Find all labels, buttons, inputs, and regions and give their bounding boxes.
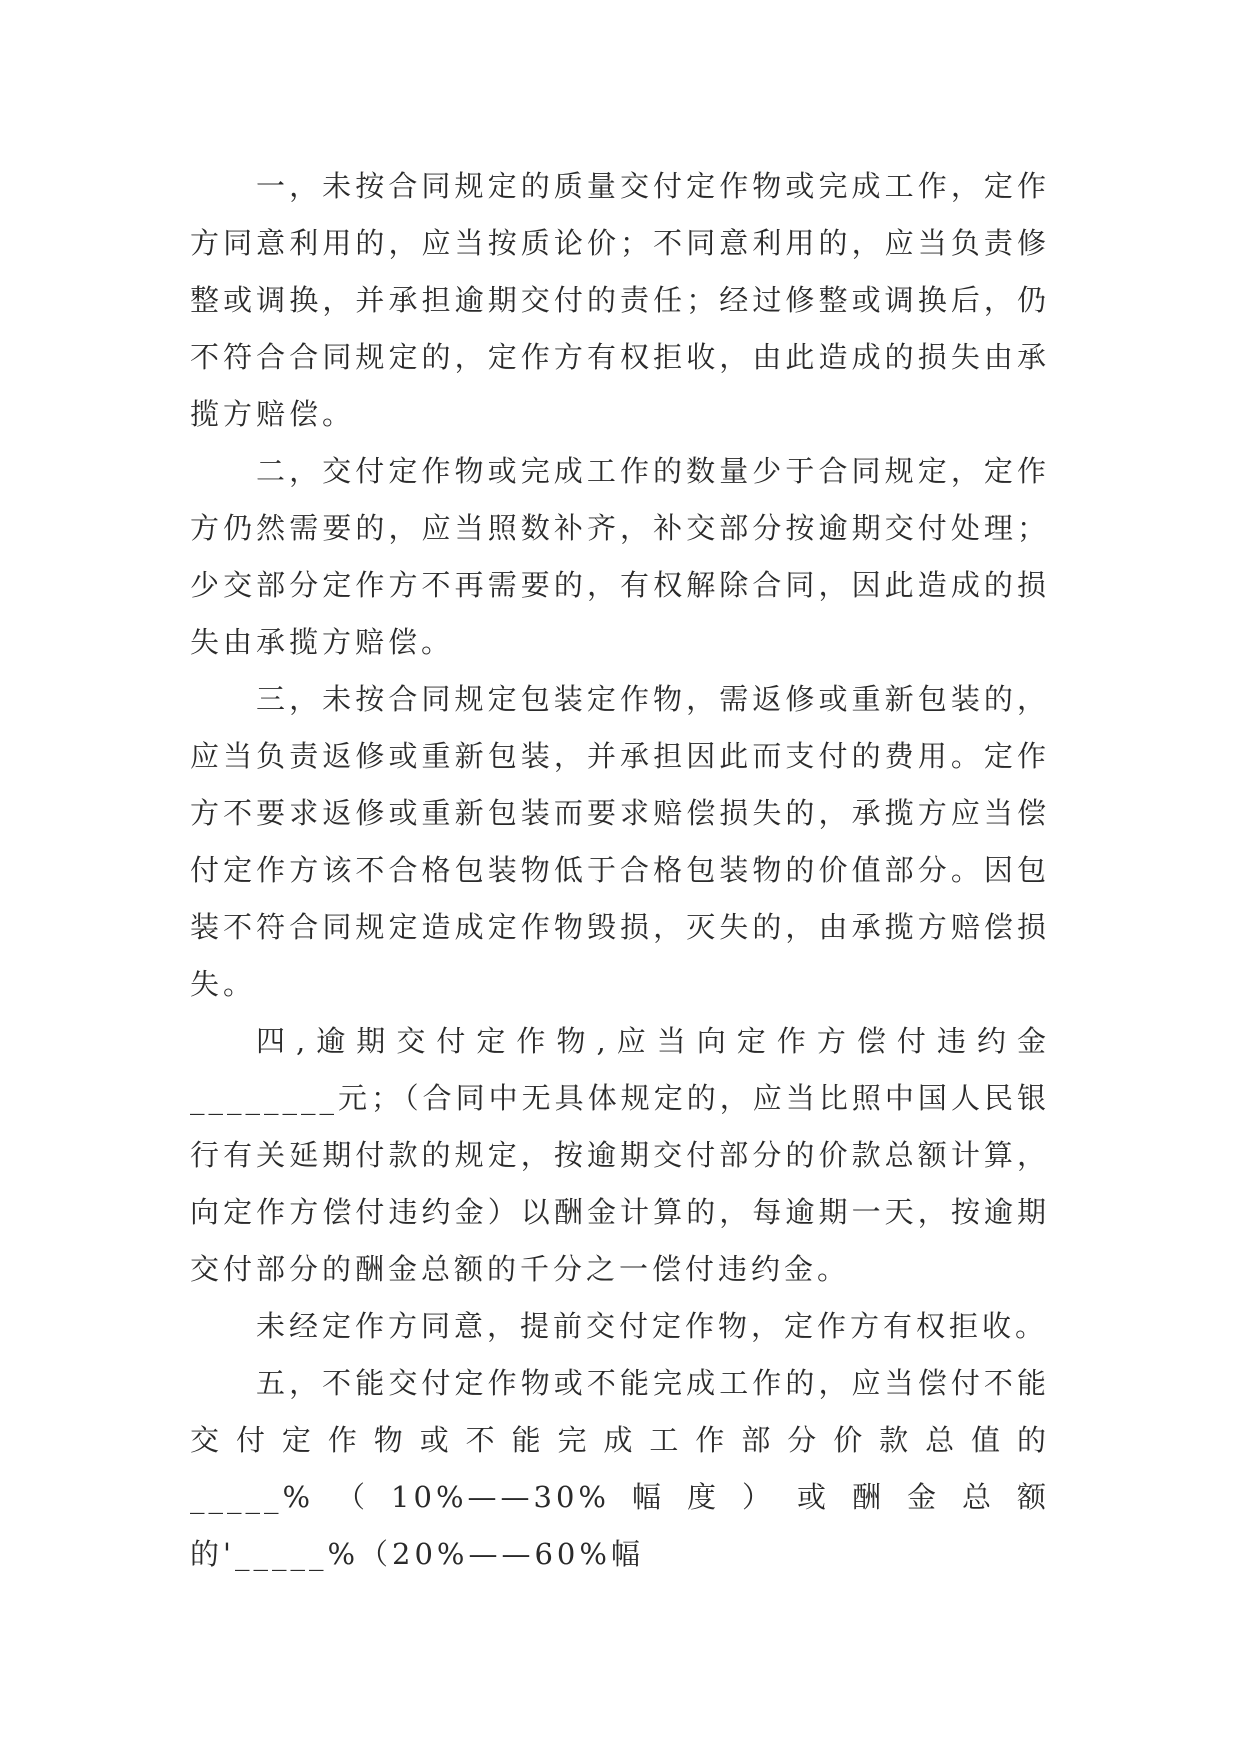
clause-four-paragraph: 四,逾期交付定作物,应当向定作方偿付违约金________元；（合同中无具体规定的，应当比照中国人民银行有关延期付款的规定，按逾期交付部分的价款总额计算，向定作方偿付违约金）以酬金计算的，每逾期一天，按逾期交付部分的酬金总额的千分之一偿付违约金。 — [190, 1024, 1050, 1286]
clause-three-paragraph: 三，未按合同规定包装定作物，需返修或重新包装的，应当负责返修或重新包装，并承担因此而支付的费用。定作方不要求返修或重新包装而要求赔偿损失的，承揽方应当偿付定作方该不合格包装物低于合格包装物的价值部分。因包装不符合同规定造成定作物毁损，灭失的，由承揽方赔偿损失。 — [190, 682, 1050, 1001]
early-delivery-paragraph: 未经定作方同意，提前交付定作物，定作方有权拒收。 — [256, 1309, 1049, 1343]
contract-text — [190, 158, 1050, 1583]
clause-five-paragraph: 五，不能交付定作物或不能完成工作的，应当偿付不能交付定作物或不能完成工作部分价款总值的_____%（10%——30%幅度）或酬金总额的'_____%（20%——60%幅 — [190, 1366, 1050, 1571]
clause-one-paragraph: 一，未按合同规定的质量交付定作物或完成工作，定作方同意利用的，应当按质论价；不同意利用的，应当负责修整或调换，并承担逾期交付的责任；经过修整或调换后，仍不符合合同规定的，定作方有权拒收，由此造成的损失由承揽方赔偿。 — [190, 169, 1050, 431]
clause-two-paragraph: 二，交付定作物或完成工作的数量少于合同规定，定作方仍然需要的，应当照数补齐，补交部分按逾期交付处理；少交部分定作方不再需要的，有权解除合同，因此造成的损失由承揽方赔偿。 — [190, 454, 1050, 659]
